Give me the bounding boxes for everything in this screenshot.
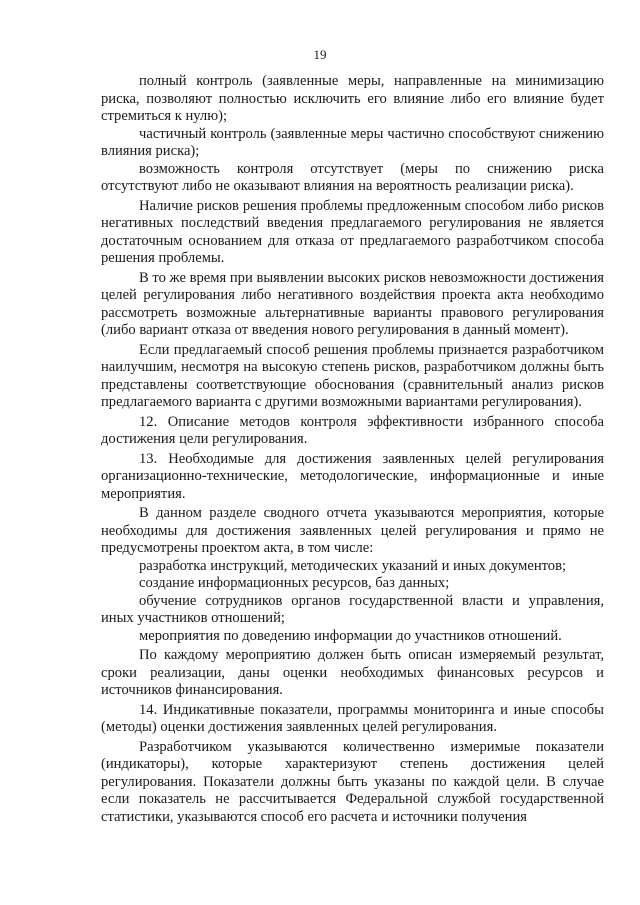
section-12-heading: 12. Описание методов контроля эффективности избранного способа достижения цели регулирования.	[101, 413, 604, 447]
paragraph-measure-results: По каждому мероприятию должен быть описан измеряемый результат, сроки реализации, даны оценки необходимых финансовых ресурсов и источников финансирования.	[101, 647, 604, 698]
list-item-training: обучение сотрудников органов государственной власти и управления, иных участников отношений;	[101, 592, 604, 626]
paragraph-section-contents: В данном разделе сводного отчета указываются мероприятия, которые необходимы для достижения заявленных целей регулирования и прямо не предусмотрены проектом акта, в том числе:	[101, 505, 604, 556]
paragraph-best-method: Если предлагаемый способ решения проблемы признается разработчиком наилучшим, несмотря на высокую степень рисков, разработчиком должны быть представлены соответствующие обоснования (сравнительный анализ рисков предлагаемого варианта с другими возможными вариантами регулирования).	[101, 341, 604, 410]
list-item-instructions: разработка инструкций, методических указаний и иных документов;	[139, 557, 567, 574]
page-number: 19	[313, 47, 327, 62]
paragraph-full-control: полный контроль (заявленные меры, направленные на минимизацию риска, позволяют полностью исключить его влияние либо его влияние будет стремиться к нулю);	[101, 73, 604, 124]
paragraph-indicators: Разработчиком указываются количественно измеримые показатели (индикаторы), которые характеризуют степень достижения целей регулирования. Показатели должны быть указаны по каждой цели. В случае если показатель не рассчитывается Федеральной службой государственной статистики, указываются способ его расчета и источники получения	[101, 738, 604, 825]
paragraph-no-control: возможность контроля отсутствует (меры по снижению риска отсутствуют либо не оказывают влияния на вероятность реализации риска).	[101, 160, 604, 194]
paragraph-high-risks: В то же время при выявлении высоких рисков невозможности достижения целей регулирования либо негативного воздействия проекта акта необходимо рассмотреть возможные альтернативные варианты правового регулирования (либо вариант отказа от введения нового регулирования в данный момент).	[101, 269, 604, 338]
section-14-heading: 14. Индикативные показатели, программы мониторинга и иные способы (методы) оценки достижения заявленных целей регулирования.	[101, 701, 604, 735]
section-13-heading: 13. Необходимые для достижения заявленных целей регулирования организационно-технические, методологические, информационные и иные мероприятия.	[101, 450, 604, 502]
paragraph-partial-control: частичный контроль (заявленные меры частично способствуют снижению влияния риска);	[101, 125, 604, 159]
list-item-resources: создание информационных ресурсов, баз данных;	[139, 575, 450, 591]
paragraph-risks-not-basis: Наличие рисков решения проблемы предложенным способом либо рисков негативных последствий введения предлагаемого регулирования не является достаточным основанием для отказа от предлагаемого разработчиком способа решения проблемы.	[101, 197, 604, 266]
document-body	[101, 73, 604, 826]
list-item-information: мероприятия по доведению информации до участников отношений.	[139, 627, 562, 644]
